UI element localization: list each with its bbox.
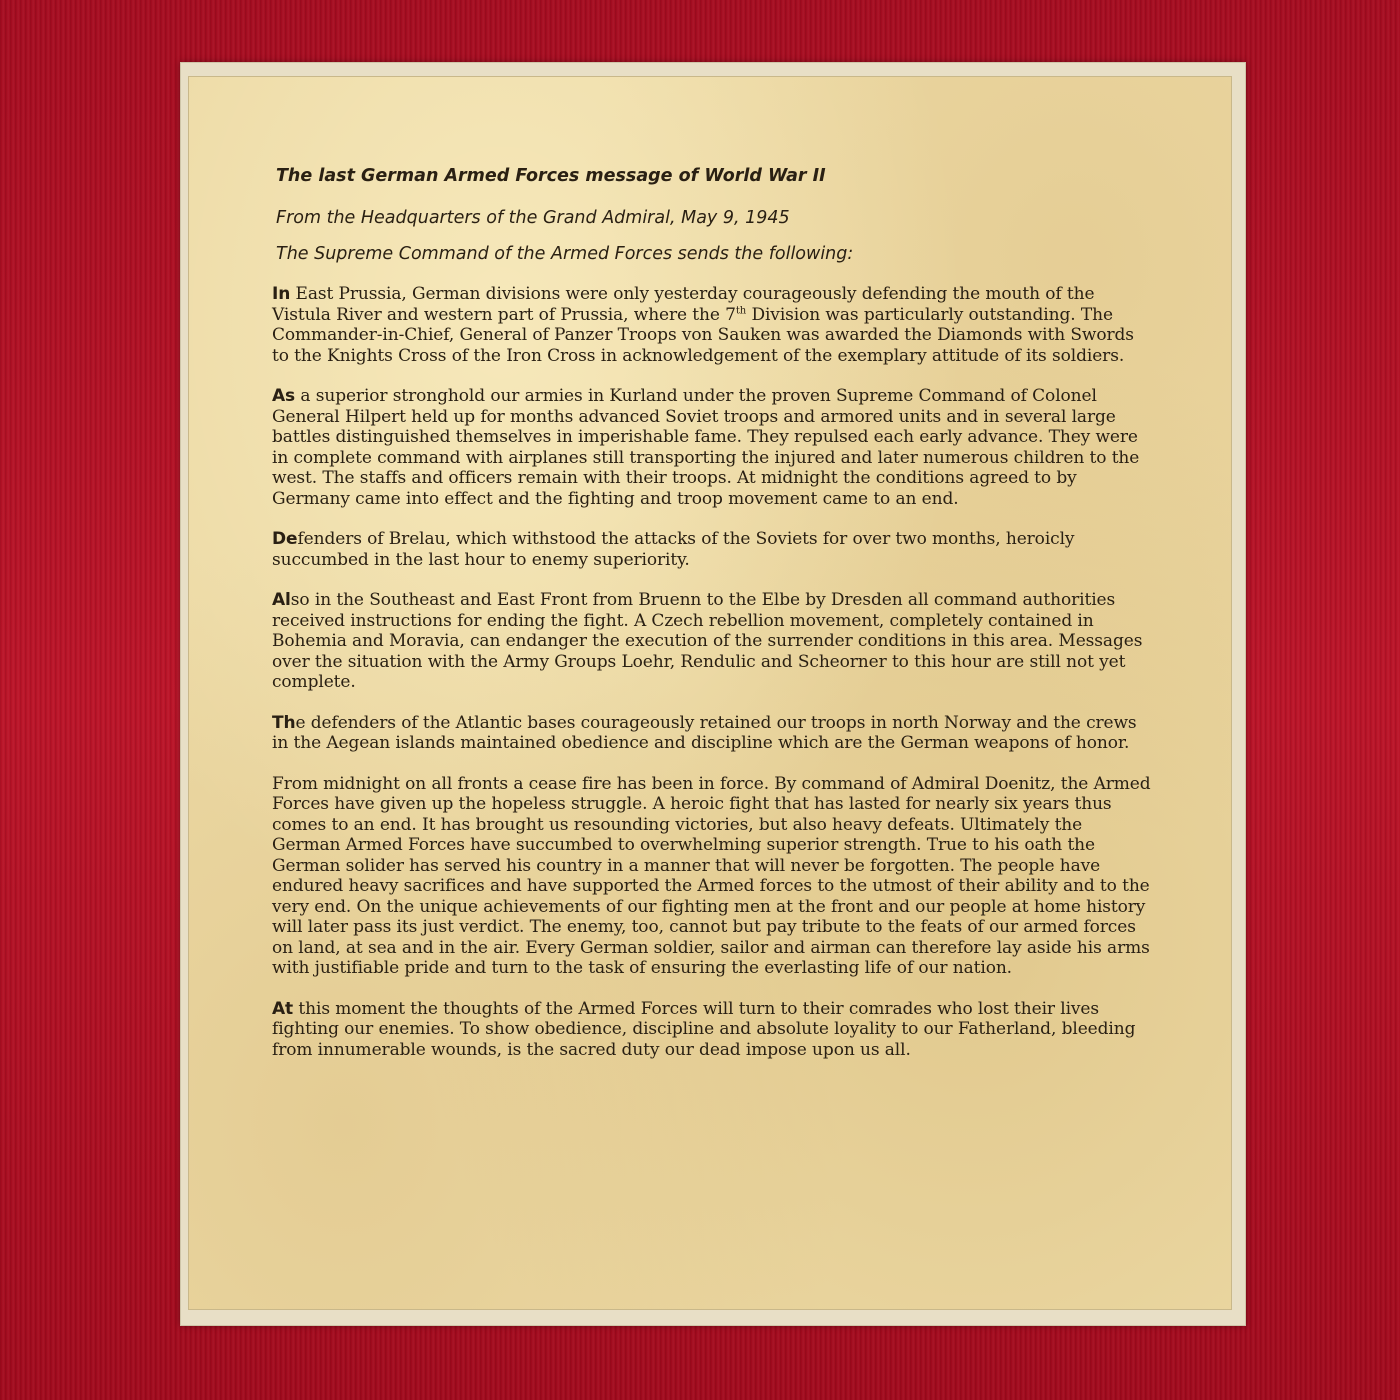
paragraph-kurland: As a superior stronghold our armies in Kurland under the proven Supreme Command of Colonel General Hilpert held up for months advanced Soviet troops and armored units and in several large battles distinguished themselves in imperishable fame. They repulsed each early advance. They were in complete command with airplanes still transporting the injured and later numerous children to the west. The staffs and officers remain with their troops. At midnight the conditions agreed to by Germany came into effect and the fighting and troop movement came to an end.	[272, 386, 1140, 509]
paragraph-cease-fire: From midnight on all fronts a cease fire has been in force. By command of Admiral Doenitz, the Armed Forces have given up the hopeless struggle. A heroic fight that has lasted for nearly six years thus comes to an end. It has brought us resounding victories, but also heavy defeats. Ultimately the German Armed Forces have succumbed to overwhelming superior strength. True to his oath the German solider has served his country in a manner that will never be forgotten. The people have endured heavy sacrifices and have supported the Armed forces to the utmost of their ability and to the very end. On the unique achievements of our fighting men at the front and our people at home history will later pass its just verdict. The enemy, too, cannot but pay tribute to the feats of our armed forces on land, at sea and in the air. Every German soldier, sailor and airman can therefore lay aside his arms with justifiable pride and turn to the task of ensuring the everlasting life of our nation.	[272, 773, 1151, 978]
source-line: From the Headquarters of the Grand Admiral, May 9, 1945	[276, 208, 790, 228]
paragraph-brelau: Defenders of Brelau, which withstood the attacks of the Soviets for over two months, heroicly succumbed in the last hour to enemy superiority.	[272, 529, 1075, 570]
paragraph-southeast: Also in the Southeast and East Front from Bruenn to the Elbe by Dresden all command authorities received instructions for ending the fight. A Czech rebellion movement, completely contained in Bohemia and Moravia, can endanger the execution of the surrender conditions in this area. Messages over the situation with the Army Groups Loehr, Rendulic and Scheorner to this hour are still not yet complete.	[272, 590, 1143, 692]
paragraph-east-prussia: In East Prussia, German divisions were only yesterday courageously defending the mouth of the Vistula River and western part of Prussia, where the 7th Division was particularly outstanding. The Commander-in-Chief, General of Panzer Troops von Sauken was awarded the Diamonds with Swords to the Knights Cross of the Iron Cross in acknowledgement of the exemplary attitude of its soldiers.	[272, 284, 1134, 366]
document-text	[272, 166, 1152, 1080]
paragraph-atlantic: The defenders of the Atlantic bases courageously retained our troops in north Norway and the crews in the Aegean islands maintained obedience and discipline which are the German weapons of honor.	[272, 712, 1137, 753]
document-title: The last German Armed Forces message of World War II	[276, 166, 826, 186]
intro-line: The Supreme Command of the Armed Forces sends the following:	[276, 244, 854, 264]
paragraph-comrades: At this moment the thoughts of the Armed Forces will turn to their comrades who lost their lives fighting our enemies. To show obedience, discipline and absolute loyality to our Fatherland, bleeding from innumerable wounds, is the sacred duty our dead impose upon us all.	[272, 998, 1136, 1060]
